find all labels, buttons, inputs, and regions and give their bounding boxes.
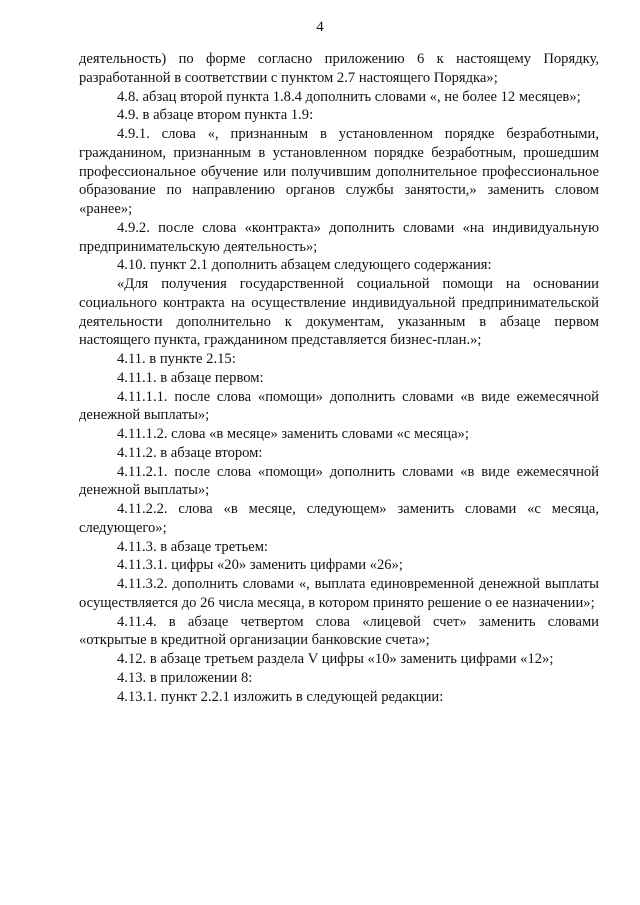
- paragraph-4-11-3-1: 4.11.3.1. цифры «20» заменить цифрами «26»;: [117, 557, 403, 574]
- paragraph-4-10-quote: «Для получения государственной социальной помощи на основании социального контракта на осуществление индивидуальной предпринимательской деятельности дополнительно к документам, указанным в абзаце первом настоящего пункта, гражданином представляется бизнес-план.»;: [79, 276, 599, 349]
- page-number: 4: [316, 19, 324, 35]
- paragraph-4-13: 4.13. в приложении 8:: [117, 669, 253, 686]
- paragraph-4-9-1: 4.9.1. слова «, признанным в установленном порядке безработными, гражданином, признанным в установленном порядке безработным, прошедшим профессиональное обучение или получившим дополнительное профессиональное образование по направлению органов службы занятости,» заменить словом «ранее»;: [79, 126, 599, 217]
- paragraph-4-11-2: 4.11.2. в абзаце втором:: [117, 444, 263, 461]
- paragraph-4-13-1: 4.13.1. пункт 2.2.1 изложить в следующей редакции:: [117, 688, 444, 705]
- paragraph-4-11: 4.11. в пункте 2.15:: [117, 351, 236, 367]
- paragraph-continuation: деятельность) по форме согласно приложению 6 к настоящему Порядку, разработанной в соответствии с пунктом 2.7 настоящего Порядка»;: [79, 51, 599, 86]
- paragraph-4-11-3: 4.11.3. в абзаце третьем:: [117, 538, 268, 555]
- paragraph-4-11-1-2: 4.11.1.2. слова «в месяце» заменить словами «с месяца»;: [117, 426, 469, 442]
- paragraph-4-8: 4.8. абзац второй пункта 1.8.4 дополнить словами «, не более 12 месяцев»;: [117, 88, 581, 105]
- paragraph-4-10: 4.10. пункт 2.1 дополнить абзацем следующего содержания:: [117, 257, 492, 274]
- document-body: [79, 50, 599, 706]
- paragraph-4-9-2: 4.9.2. после слова «контракта» дополнить словами «на индивидуальную предпринимательскую деятельность»;: [79, 219, 599, 255]
- paragraph-4-11-2-1: 4.11.2.1. после слова «помощи» дополнить словами «в виде ежемесячной денежной выплаты»;: [79, 463, 599, 499]
- paragraph-4-9: 4.9. в абзаце втором пункта 1.9:: [117, 107, 314, 124]
- paragraph-4-11-4: 4.11.4. в абзаце четвертом слова «лицевой счет» заменить словами «открытые в кредитной организации банковские счета»;: [79, 613, 599, 649]
- paragraph-4-11-1-1: 4.11.1.1. после слова «помощи» дополнить словами «в виде ежемесячной денежной выплаты»;: [79, 388, 599, 424]
- paragraph-4-12: 4.12. в абзаце третьем раздела V цифры «10» заменить цифрами «12»;: [117, 651, 554, 667]
- paragraph-4-11-2-2: 4.11.2.2. слова «в месяце, следующем» заменить словами «с месяца, следующего»;: [79, 501, 599, 536]
- paragraph-4-11-3-2: 4.11.3.2. дополнить словами «, выплата единовременной денежной выплаты осуществляется до 26 числа месяца, в котором принято решение о ее назначении»;: [79, 576, 599, 611]
- paragraph-4-11-1: 4.11.1. в абзаце первом:: [117, 369, 264, 386]
